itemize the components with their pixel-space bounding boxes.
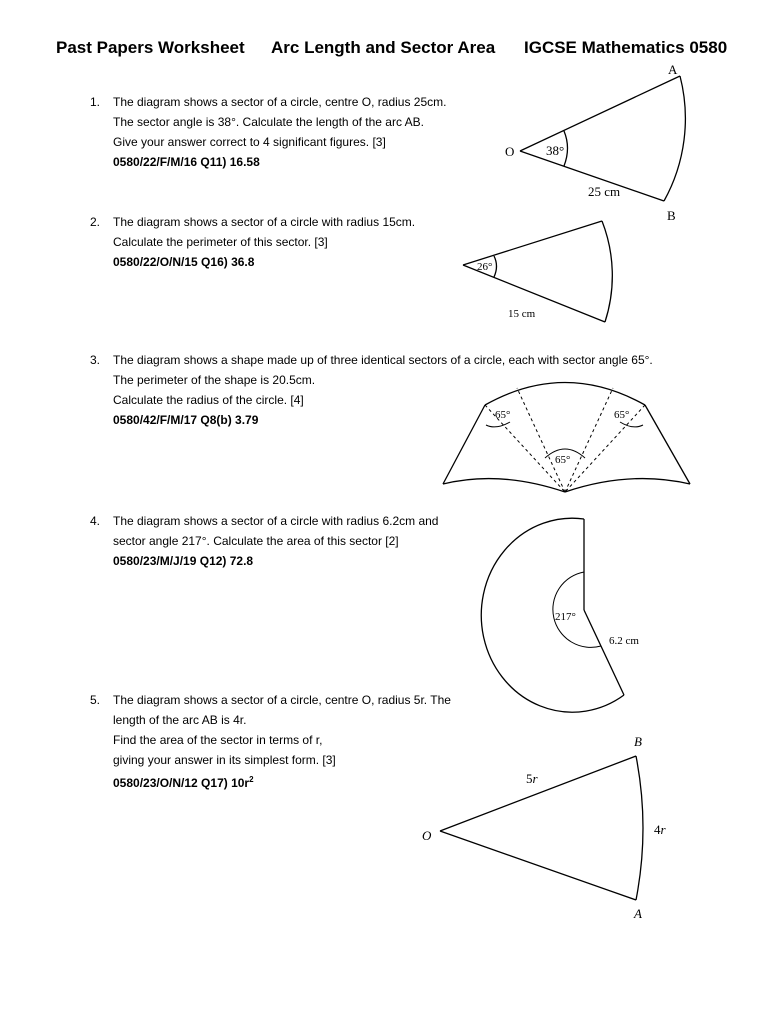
question-text: giving your answer in its simplest form. [3] — [113, 753, 336, 767]
dashed-line — [517, 388, 565, 492]
label-radius: 25 cm — [588, 184, 621, 199]
bottom-right-arc — [565, 479, 690, 492]
question-text: Find the area of the sector in terms of r, — [113, 733, 323, 747]
angle-arc-left — [486, 422, 510, 427]
label-centre-o: O — [505, 144, 515, 159]
question-number: 5. — [90, 693, 101, 707]
radius-oa — [520, 76, 680, 151]
reference-superscript: 2 — [249, 775, 254, 784]
label-angle-left: 65° — [495, 409, 511, 421]
header-worksheet-title: Past Papers Worksheet — [56, 38, 245, 57]
sector-arc — [602, 221, 612, 322]
angle-arc — [553, 572, 601, 647]
label-radius: 6.2 cm — [609, 635, 639, 647]
reference-text: 0580/23/O/N/12 Q17) 10r — [113, 776, 250, 790]
diagram-5-sector — [440, 756, 643, 900]
top-arc — [485, 383, 645, 406]
diagram-3-shape — [443, 383, 690, 493]
sector-radius-top — [463, 221, 602, 265]
radius-coefficient: 5 — [526, 771, 533, 786]
angle-arc-right — [620, 422, 643, 427]
angle-arc — [494, 256, 497, 277]
arc-variable: r — [660, 822, 666, 837]
question-reference-answer: 0580/22/O/N/15 Q16) 36.8 — [113, 255, 255, 269]
question-text: The diagram shows a sector of a circle with radius 6.2cm and — [113, 514, 439, 528]
arc-ab — [664, 76, 685, 201]
right-outer-edge — [645, 405, 690, 484]
label-point-b: B — [667, 208, 676, 223]
question-text: The diagram shows a sector of a circle, centre O, radius 25cm. — [113, 95, 447, 109]
question-text: The diagram shows a sector of a circle with radius 15cm. — [113, 215, 416, 229]
label-point-b: B — [634, 734, 642, 749]
label-radius: 15 cm — [508, 308, 536, 320]
header-topic: Arc Length and Sector Area — [271, 38, 496, 57]
diagram-1-sector — [520, 76, 685, 201]
question-text: Calculate the radius of the circle. [4] — [113, 393, 304, 407]
label-angle: 217° — [555, 611, 576, 623]
sector-arc — [481, 518, 624, 712]
question-reference-answer: 0580/23/M/J/19 Q12) 72.8 — [113, 554, 254, 568]
question-number: 3. — [90, 353, 101, 367]
question-text: The diagram shows a shape made up of three identical sectors of a circle, each with sector angle 65°. — [113, 353, 653, 367]
radius-oa — [440, 831, 636, 900]
question-number: 2. — [90, 215, 101, 229]
question-number: 4. — [90, 514, 101, 528]
label-point-a: A — [668, 62, 678, 77]
label-angle-right: 65° — [614, 409, 630, 421]
question-number: 1. — [90, 95, 101, 109]
radius-slanted — [584, 610, 624, 695]
question-text: The diagram shows a sector of a circle, centre O, radius 5r. The — [113, 693, 451, 707]
label-radius — [526, 771, 539, 786]
label-angle: 38° — [546, 143, 565, 158]
dashed-line — [565, 388, 613, 492]
left-outer-edge — [443, 405, 485, 484]
diagram-4-sector — [481, 518, 624, 712]
question-text: Give your answer correct to 4 significant figures. [3] — [113, 135, 386, 149]
question-text: The perimeter of the shape is 20.5cm. — [113, 373, 316, 387]
question-reference-answer: 0580/22/F/M/16 Q11) 16.58 — [113, 155, 260, 169]
arc-coefficient: 4 — [654, 822, 661, 837]
radius-variable: r — [532, 771, 538, 786]
question-text: The sector angle is 38°. Calculate the length of the arc AB. — [113, 115, 424, 129]
label-point-a: A — [634, 906, 642, 921]
label-centre-o: O — [422, 828, 432, 843]
bottom-left-arc — [443, 479, 565, 492]
question-reference-answer: 0580/42/F/M/17 Q8(b) 3.79 — [113, 413, 259, 427]
question-text: length of the arc AB is 4r. — [113, 713, 247, 727]
question-text: Calculate the perimeter of this sector. [3] — [113, 235, 328, 249]
label-arc — [654, 822, 667, 837]
question-text: sector angle 217°. Calculate the area of this sector [2] — [113, 534, 399, 548]
label-angle: 26° — [477, 261, 493, 273]
angle-arc — [564, 131, 568, 166]
radius-ob — [440, 756, 636, 831]
arc-ab — [636, 756, 643, 900]
header-course: IGCSE Mathematics 0580 — [524, 38, 728, 57]
label-angle-bottom: 65° — [555, 454, 571, 466]
